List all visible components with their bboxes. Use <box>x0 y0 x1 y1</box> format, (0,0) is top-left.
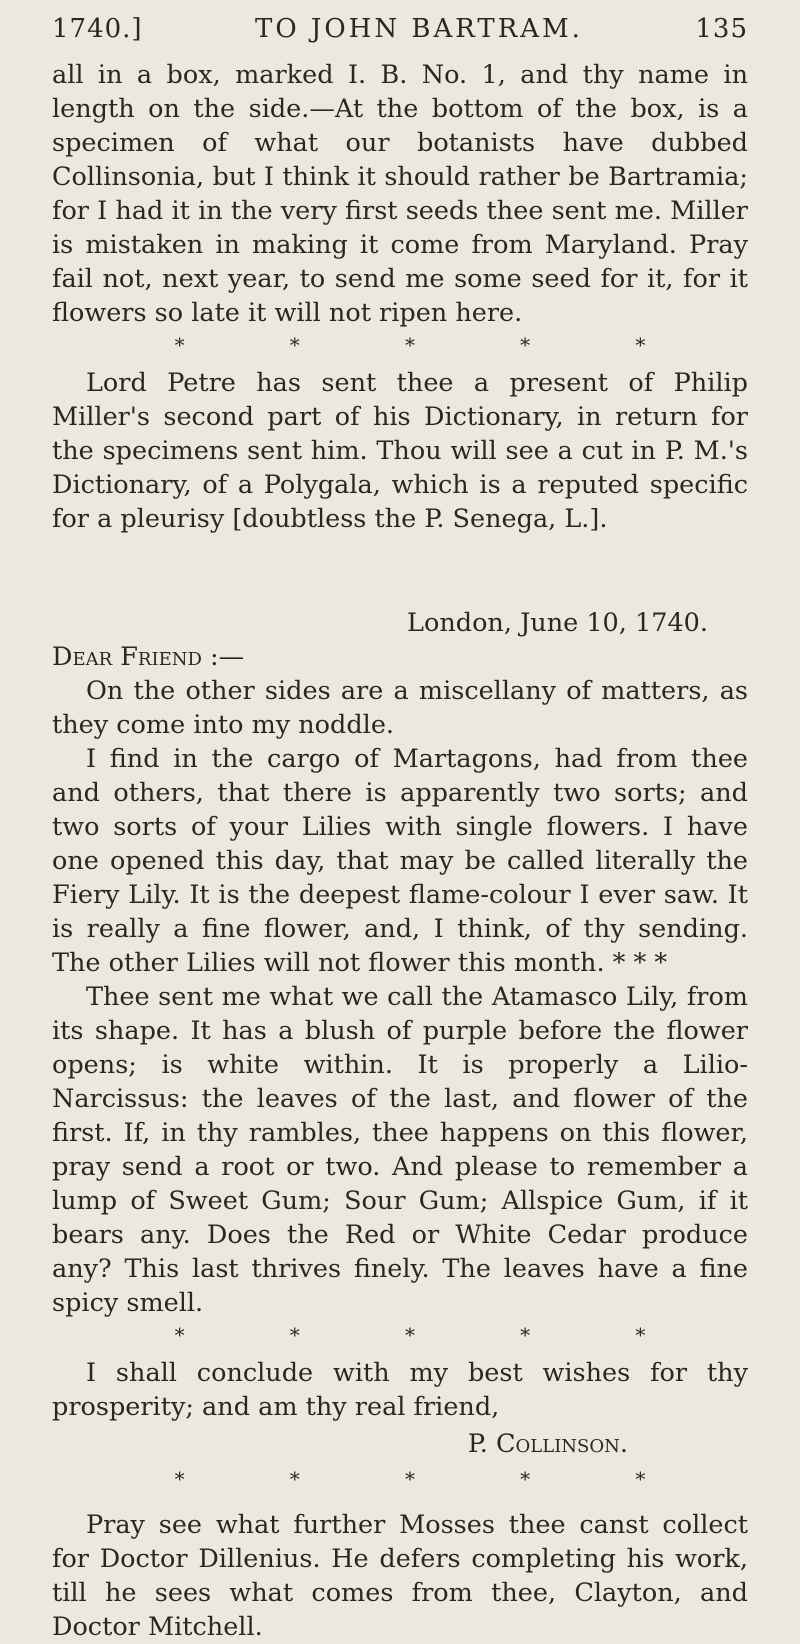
star: * <box>174 333 185 357</box>
paragraph-1: all in a box, marked I. B. No. 1, and thy name in length on the side.—At the bottom of the box, is a specimen of what our botanists have dubbed Collinsonia, but I think it should rather be Bartramia; for I had it in the very first seeds thee sent me. Miller is mistaken in making it come from Maryland. Pray fail not, next year, to send me some seed for it, for it flowers so late it will not ripen here. <box>52 60 748 328</box>
paragraph-3: On the other sides are a miscellany of matters, as they come into my noddle. <box>52 676 748 740</box>
star: * <box>635 1467 646 1491</box>
star: * <box>174 1323 185 1347</box>
star: * <box>520 333 531 357</box>
star: * <box>289 333 300 357</box>
star: * <box>520 1467 531 1491</box>
paragraph-5: Thee sent me what we call the Atamasco Lily, from its shape. It has a blush of purple before the flower opens; is white within. It is properly a Lilio-Narcissus: the leaves of the last, and flower of the first. If, in thy rambles, thee happens on this flower, pray send a root or two. And please to remember a lump of Sweet Gum; Sour Gum; Allspice Gum, if it bears any. Does the Red or White Cedar produce any? This last thrives finely. The leaves have a fine spicy smell. <box>52 982 748 1318</box>
paragraph-7: Pray see what further Mosses thee canst collect for Doctor Dillenius. He defers completing his work, till he sees what comes from thee, Clayton, and Doctor Mitchell. <box>52 1510 748 1642</box>
salutation: Dear Friend :— <box>52 642 245 672</box>
star: * <box>404 1467 415 1491</box>
star: * <box>635 1323 646 1347</box>
header-title: TO JOHN BARTRAM. <box>255 14 583 44</box>
star: * <box>635 333 646 357</box>
star: * <box>174 1467 185 1491</box>
paragraph-4: I find in the cargo of Martagons, had from thee and others, that there is apparently two sorts; and two sorts of your Lilies with single flowers. I have one opened this day, that may be called literally the Fiery Lily. It is the deepest flame-colour I ever saw. It is really a fine flower, and, I think, of thy sending. The other Lilies will not flower this month. * * * <box>52 744 748 978</box>
running-header <box>52 14 748 44</box>
star: * <box>520 1323 531 1347</box>
star: * <box>289 1467 300 1491</box>
signature: P. Collinson. <box>467 1429 628 1459</box>
star: * <box>289 1323 300 1347</box>
star-separator-3 <box>52 1464 748 1494</box>
star: * <box>404 1323 415 1347</box>
header-year: 1740.] <box>52 14 143 44</box>
page-number: 135 <box>695 14 748 44</box>
star-separator-1 <box>52 330 748 360</box>
star-separator-2 <box>52 1320 748 1350</box>
paragraph-2: Lord Petre has sent thee a present of Philip Miller's second part of his Dictionary, in return for the specimens sent him. Thou will see a cut in P. M.'s Dictionary, of a Polygala, which is a reputed specific for a pleurisy [doubtless the P. Senega, L.]. <box>52 368 748 534</box>
paragraph-6: I shall conclude with my best wishes for thy prosperity; and am thy real friend, <box>52 1358 748 1422</box>
star: * <box>404 333 415 357</box>
dateline: London, June 10, 1740. <box>407 608 708 638</box>
